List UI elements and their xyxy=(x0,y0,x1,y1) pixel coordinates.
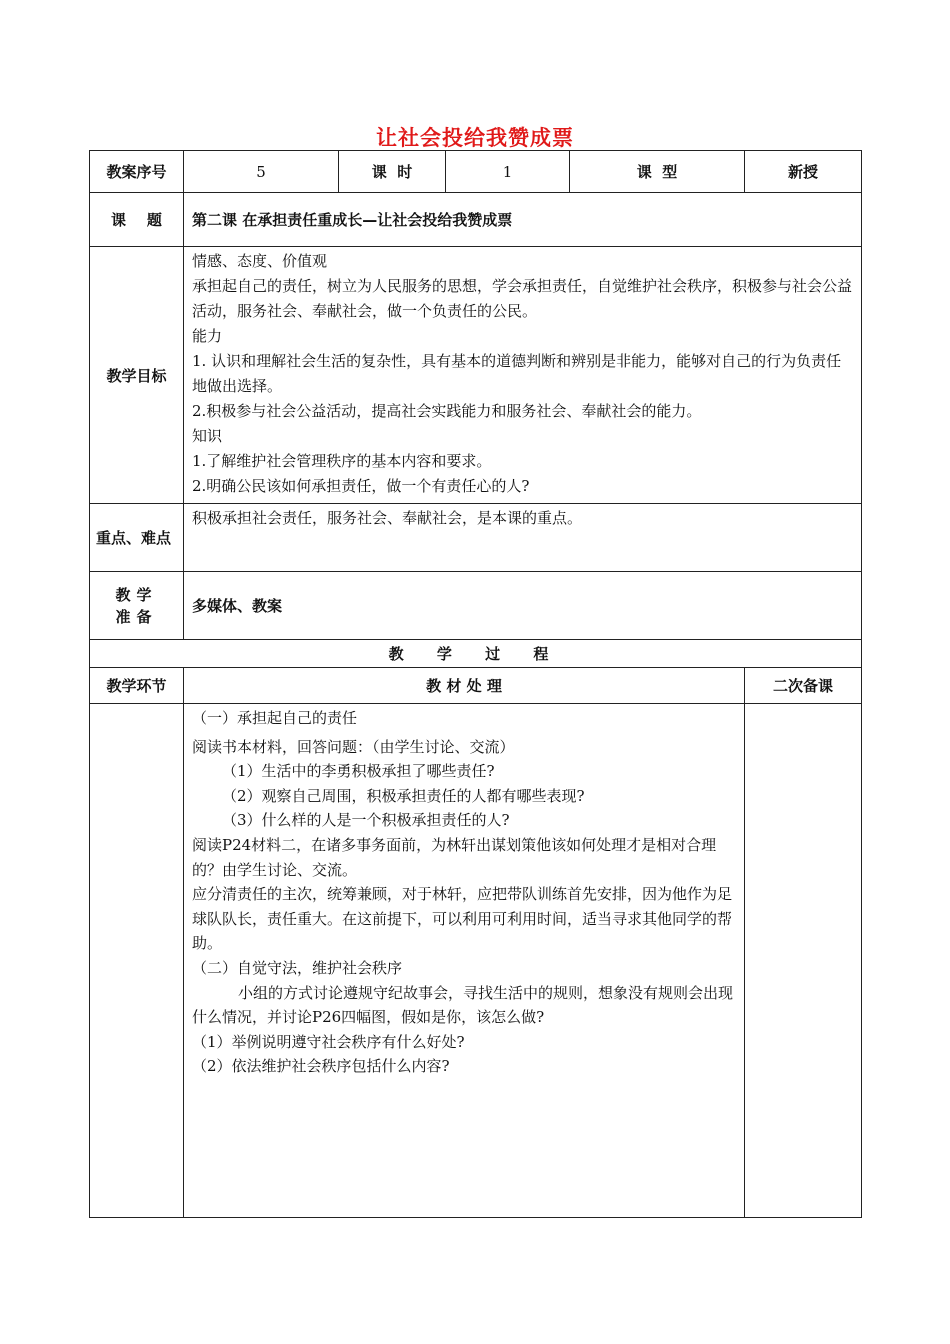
seq-value: 5 xyxy=(184,151,339,193)
material-line: （3）什么样的人是一个积极承担责任的人? xyxy=(222,811,510,830)
material-line: （2）依法维护社会秩序包括什么内容? xyxy=(192,1057,450,1076)
keypoints-label: 重点、难点 xyxy=(90,504,184,572)
process-columns-row xyxy=(90,668,862,704)
preparation-label xyxy=(90,572,184,640)
material-line: （1）举例说明遵守社会秩序有什么好处? xyxy=(192,1032,465,1051)
process-body-row xyxy=(90,704,862,1218)
objectives-row xyxy=(90,247,862,504)
topic-value: 第二课 在承担责任重成长—让社会投给我赞成票 xyxy=(184,193,862,247)
type-value: 新授 xyxy=(745,151,862,193)
material-line: 阅读书本材料，回答问题：（由学生讨论、交流） xyxy=(192,737,515,756)
material-line: 阅读P24材料二，在诸多事务面前，为林轩出谋划策他该如何处理才是相对合理的？由学生讨论、交流。 xyxy=(192,835,717,879)
second-prep-cell xyxy=(745,704,862,1218)
type-label: 课 型 xyxy=(570,151,745,193)
objective-line: 知识 xyxy=(192,427,223,445)
keypoints-row xyxy=(90,504,862,572)
lesson-plan-table xyxy=(89,150,862,1218)
hours-value: 1 xyxy=(446,151,570,193)
topic-label: 课 题 xyxy=(90,193,184,247)
material-line: 小组的方式讨论遵规守纪故事会，寻找生活中的规则，想象没有规则会出现什么情况，并讨论P26四幅图，假如是你，该怎么做? xyxy=(192,983,734,1027)
objectives-content xyxy=(184,247,862,504)
objective-line: 2.积极参与社会公益活动，提高社会实践能力和服务社会、奉献社会的能力。 xyxy=(192,402,702,420)
material-content xyxy=(184,704,745,1218)
col-material: 教 材 处 理 xyxy=(184,668,745,704)
objective-line: 2.明确公民该如何承担责任，做一个有责任心的人? xyxy=(192,477,530,495)
objective-line: 1. 认识和理解社会生活的复杂性，具有基本的道德判断和辨别是非能力，能够对自己的行为负责任地做出选择。 xyxy=(192,352,842,395)
material-line: （一）承担起自己的责任 xyxy=(192,709,358,727)
objective-line: 情感、态度、价值观 xyxy=(192,252,328,270)
objective-line: 承担起自己的责任，树立为人民服务的思想，学会承担责任，自觉维护社会秩序，积极参与社会公益活动，服务社会、奉献社会，做一个负责任的公民。 xyxy=(192,277,853,320)
preparation-row xyxy=(90,572,862,640)
process-heading-row xyxy=(90,640,862,668)
hours-label: 课 时 xyxy=(339,151,446,193)
preparation-value: 多媒体、教案 xyxy=(184,572,862,640)
col-second: 二次备课 xyxy=(745,668,862,704)
objective-line: 能力 xyxy=(192,327,223,345)
objective-line: 1.了解维护社会管理秩序的基本内容和要求。 xyxy=(192,452,492,470)
stage-cell xyxy=(90,704,184,1218)
topic-row xyxy=(90,193,862,247)
document-title: 让社会投给我赞成票 xyxy=(376,126,574,150)
preparation-label-line2: 准备 xyxy=(115,607,158,626)
seq-label: 教案序号 xyxy=(90,151,184,193)
material-line: （2）观察自己周围，积极承担责任的人都有哪些表现? xyxy=(222,786,585,805)
material-line: （二）自觉守法，维护社会秩序 xyxy=(192,958,403,977)
material-line: （1）生活中的李勇积极承担了哪些责任? xyxy=(222,762,495,781)
objectives-label: 教学目标 xyxy=(90,247,184,504)
keypoints-value: 积极承担社会责任，服务社会、奉献社会，是本课的重点。 xyxy=(184,504,862,572)
preparation-label-line1: 教学 xyxy=(115,585,158,604)
material-line: 应分清责任的主次，统筹兼顾，对于林轩，应把带队训练首先安排，因为他作为足球队队长，责任重大。在这前提下，可以利用可利用时间，适当寻求其他同学的帮助。 xyxy=(192,885,733,953)
process-heading: 教 学 过 程 xyxy=(90,640,862,668)
col-stage: 教学环节 xyxy=(90,668,184,704)
info-row xyxy=(90,151,862,193)
